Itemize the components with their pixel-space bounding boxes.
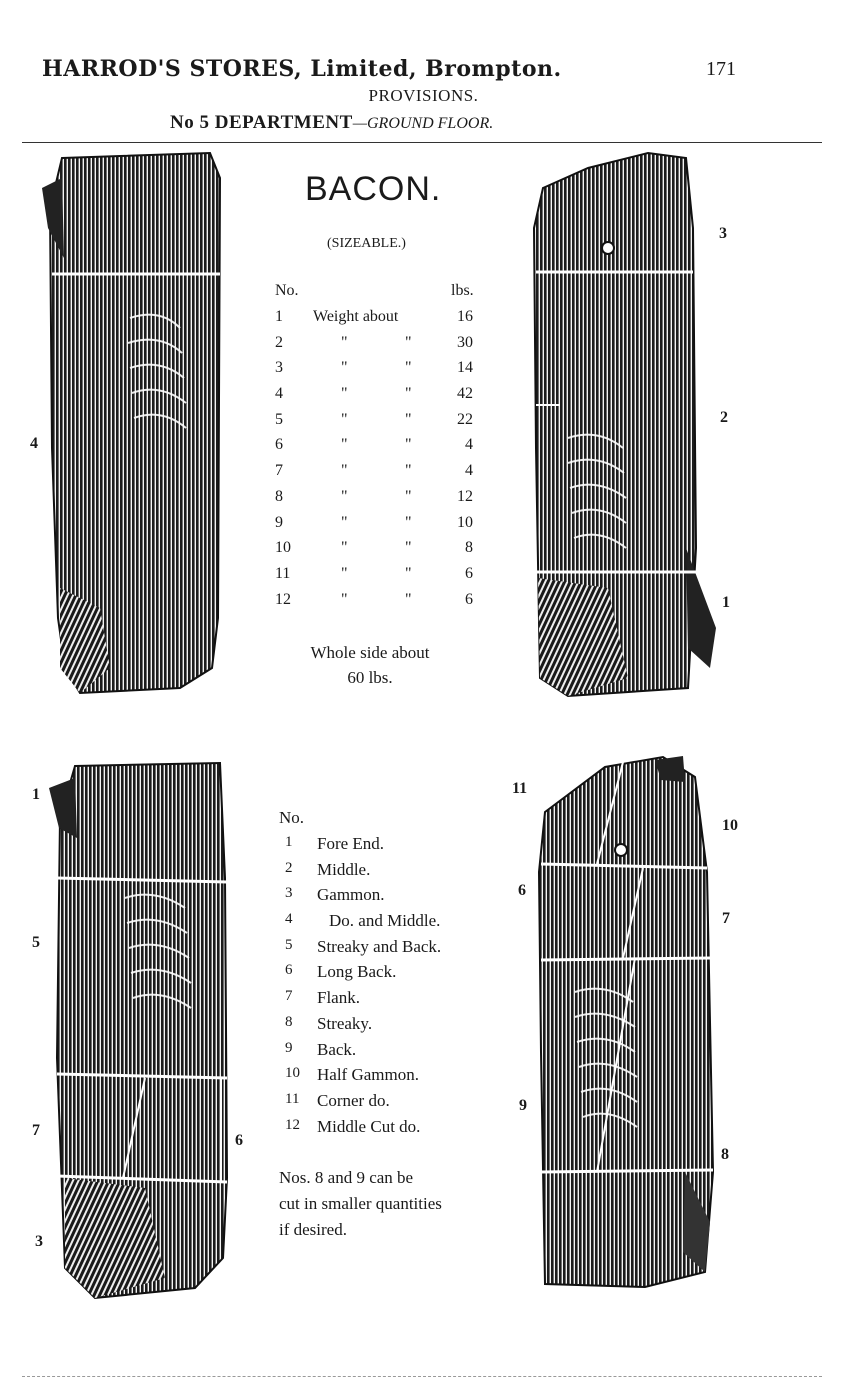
- weight-row-no: 5: [275, 410, 283, 428]
- cut-name: Gammon.: [317, 885, 385, 905]
- ditto-mark: ": [341, 436, 348, 454]
- weight-row-no: 2: [275, 333, 283, 351]
- note-line1: Nos. 8 and 9 can be: [279, 1168, 414, 1187]
- note-line3: if desired.: [279, 1220, 347, 1239]
- cut-number: 1: [285, 834, 293, 850]
- ditto-mark: ": [405, 564, 412, 582]
- ditto-mark: ": [341, 487, 348, 505]
- cut-name: Middle.: [317, 859, 371, 879]
- weight-row: [275, 565, 485, 591]
- weight-row-no: 11: [275, 564, 291, 582]
- weight-row: [275, 514, 485, 540]
- weight-col-no: No.: [275, 282, 299, 299]
- ditto-mark: ": [405, 359, 412, 377]
- page-subtitle: (SIZEABLE.): [327, 236, 406, 251]
- fig-label: 1: [722, 594, 730, 611]
- ditto-mark: ": [405, 487, 412, 505]
- department-line: [170, 112, 493, 134]
- weight-row-lbs: 30: [457, 333, 473, 351]
- cut-row: [279, 988, 360, 1014]
- cut-number: 6: [285, 962, 293, 979]
- weight-row-no: 1: [275, 308, 283, 325]
- cut-name: Flank.: [317, 988, 360, 1008]
- ditto-mark: ": [405, 385, 412, 403]
- cuts-col-no: No.: [279, 808, 305, 827]
- store-name: HARROD'S STORES, Limited, Brompton.: [42, 56, 562, 82]
- cut-row: [279, 936, 442, 963]
- ditto-mark: ": [341, 333, 348, 351]
- weight-row: [275, 539, 485, 565]
- ditto-mark: ": [405, 590, 412, 608]
- weight-row-label: Weight about: [313, 308, 399, 325]
- ditto-mark: ": [405, 513, 412, 531]
- ditto-mark: ": [405, 333, 412, 351]
- cut-row: [279, 1013, 373, 1040]
- fig-label: 6: [235, 1132, 243, 1149]
- fig-label: 11: [512, 780, 528, 797]
- cut-number: 2: [285, 859, 293, 876]
- cut-number: 8: [285, 1013, 293, 1030]
- department-name: No 5 DEPARTMENT: [170, 112, 353, 133]
- ditto-mark: ": [341, 564, 348, 582]
- header-rule: [22, 142, 822, 143]
- whole-side-note: [240, 640, 500, 690]
- weight-row: [275, 385, 485, 411]
- cut-number: 5: [285, 936, 293, 953]
- weight-row-lbs: 4: [465, 462, 473, 480]
- fig-label: 8: [721, 1146, 729, 1163]
- cut-row: [279, 962, 397, 988]
- ditto-mark: ": [341, 359, 348, 377]
- cut-row: [279, 1116, 421, 1143]
- page-title: BACON.: [305, 170, 442, 208]
- bacon-illustration-bottom-right: [535, 752, 720, 1292]
- weight-row-no: 9: [275, 513, 283, 531]
- cut-name: Back.: [317, 1039, 357, 1059]
- cut-name: Fore End.: [317, 834, 385, 853]
- cut-number: 9: [285, 1039, 293, 1056]
- cut-name: Long Back.: [317, 962, 397, 982]
- cut-number: 3: [285, 885, 293, 902]
- weight-row: [275, 591, 485, 617]
- ditto-mark: ": [405, 410, 412, 428]
- weight-row-no: 12: [275, 590, 291, 608]
- cut-name: Do. and Middle.: [329, 911, 441, 931]
- ditto-mark: ": [341, 462, 348, 480]
- weight-row: [275, 488, 485, 514]
- cut-row: [279, 1090, 390, 1117]
- weight-row-lbs: 6: [465, 564, 473, 582]
- fig-label: 1: [32, 786, 40, 803]
- fig-label: 3: [719, 225, 727, 242]
- cut-name: Half Gammon.: [317, 1065, 419, 1085]
- cut-number: 7: [285, 988, 293, 1005]
- whole-side-line2: 60 lbs.: [347, 668, 393, 687]
- weight-row-lbs: 14: [457, 359, 473, 377]
- cut-number: 4: [285, 911, 293, 928]
- cut-number: 11: [285, 1090, 300, 1107]
- ditto-mark: ": [341, 539, 348, 557]
- ditto-mark: ": [341, 385, 348, 403]
- weight-row-lbs: 12: [457, 487, 473, 505]
- bacon-illustration-top-right: [528, 148, 718, 703]
- cuts-list: [279, 808, 442, 1142]
- weight-row: [275, 359, 485, 385]
- weight-row: [275, 411, 485, 437]
- ditto-mark: ": [405, 436, 412, 454]
- cut-row: [279, 885, 385, 911]
- weight-table: [275, 282, 485, 616]
- weight-table-header: [275, 282, 485, 308]
- cut-row: [279, 1039, 357, 1066]
- fig-label: 3: [35, 1233, 43, 1250]
- cut-row: [279, 1065, 419, 1091]
- cut-name: Streaky and Back.: [317, 936, 442, 956]
- page-edge: [22, 1376, 822, 1377]
- cut-row: [279, 834, 385, 860]
- weight-row-no: 8: [275, 487, 283, 505]
- section-heading: PROVISIONS.: [368, 86, 479, 105]
- page-number: 171: [706, 58, 736, 80]
- weight-row-no: 4: [275, 385, 283, 403]
- weight-row: [275, 436, 485, 462]
- weight-row-lbs: 8: [465, 539, 473, 557]
- weight-row: [275, 308, 485, 334]
- ditto-mark: ": [341, 590, 348, 608]
- note-line2: cut in smaller quantities: [279, 1194, 442, 1213]
- weight-row-no: 6: [275, 436, 283, 454]
- weight-row-no: 10: [275, 539, 291, 557]
- weight-row-no: 3: [275, 359, 283, 377]
- whole-side-line1: Whole side about: [310, 643, 430, 662]
- fig-label: 10: [722, 817, 738, 834]
- weight-row: [275, 334, 485, 360]
- fig-label: 7: [722, 910, 730, 927]
- bacon-illustration-top-left: [40, 148, 230, 703]
- bacon-illustration-bottom-left: [45, 758, 235, 1303]
- fig-label: 2: [720, 409, 728, 426]
- weight-row-lbs: 10: [457, 513, 473, 531]
- cut-row: [279, 911, 441, 937]
- fig-label: 7: [32, 1122, 40, 1139]
- cut-name: Middle Cut do.: [317, 1116, 421, 1136]
- weight-row-lbs: 22: [457, 410, 473, 428]
- fig-label: 9: [519, 1097, 527, 1114]
- cut-name: Corner do.: [317, 1090, 390, 1110]
- fig-label: 4: [30, 435, 38, 452]
- cutting-note: [279, 1165, 489, 1243]
- weight-row-no: 7: [275, 462, 283, 480]
- cut-number: 12: [285, 1116, 300, 1133]
- weight-row-lbs: 6: [465, 590, 473, 608]
- fig-label: 5: [32, 934, 40, 951]
- cut-row: [279, 859, 371, 886]
- floor-label: —GROUND FLOOR.: [352, 115, 494, 132]
- weight-col-lbs: lbs.: [451, 282, 474, 299]
- ditto-mark: ": [405, 462, 412, 480]
- cut-name: Streaky.: [317, 1013, 373, 1033]
- ditto-mark: ": [341, 513, 348, 531]
- weight-row-lbs: 4: [465, 436, 473, 454]
- fig-label: 6: [518, 882, 526, 899]
- cut-number: 10: [285, 1065, 300, 1082]
- weight-row-lbs: 16: [457, 308, 473, 325]
- ditto-mark: ": [341, 410, 348, 428]
- ditto-mark: ": [405, 539, 412, 557]
- weight-row-lbs: 42: [457, 385, 473, 403]
- weight-row: [275, 462, 485, 488]
